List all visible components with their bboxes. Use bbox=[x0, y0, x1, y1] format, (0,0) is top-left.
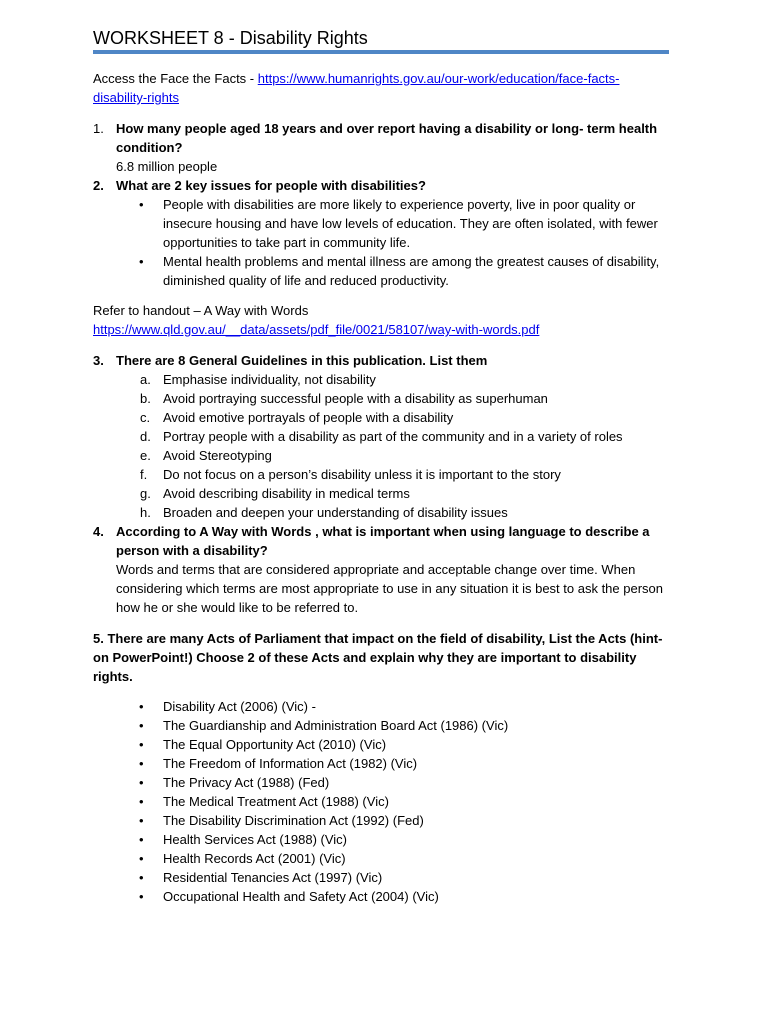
item-text: Avoid describing disability in medical terms bbox=[163, 486, 410, 501]
bullet-icon: • bbox=[139, 813, 144, 828]
act-text: The Privacy Act (1988) (Fed) bbox=[163, 775, 330, 790]
bullet-icon: • bbox=[139, 254, 144, 269]
bullet-icon: • bbox=[139, 851, 144, 866]
act-text: The Disability Discrimination Act (1992) (Fed) bbox=[163, 813, 424, 828]
bullet-icon: • bbox=[139, 699, 144, 714]
question-4-answer: Words and terms that are considered appropriate and acceptable change over time. When considering which terms are most appropriate to use in any situation it is best to ask the person how he or she would like to be referred to. bbox=[116, 562, 664, 615]
bullet-text: People with disabilities are more likely to experience poverty, live in poor quality or insecure housing and have low levels of education. They are often isolated, with fewer opportunities to take part in community life. bbox=[163, 197, 658, 250]
item-text: Emphasise individuality, not disability bbox=[163, 372, 376, 387]
bullet-icon: • bbox=[139, 870, 144, 885]
bullet-icon: • bbox=[139, 756, 144, 771]
item-letter: c. bbox=[140, 410, 151, 425]
item-letter: g. bbox=[140, 486, 151, 501]
item-letter: f. bbox=[140, 467, 148, 482]
question-2-bullets bbox=[93, 195, 669, 290]
bullet-text: Mental health problems and mental illness are among the greatest causes of disability, diminished quality of life and reduced productivity. bbox=[163, 254, 660, 288]
access-line bbox=[93, 69, 669, 107]
question-3-text: There are 8 General Guidelines in this publication. List them bbox=[116, 353, 488, 368]
act-text: Residential Tenancies Act (1997) (Vic) bbox=[163, 870, 383, 885]
act-text: Health Services Act (1988) (Vic) bbox=[163, 832, 347, 847]
acts-list bbox=[93, 697, 669, 906]
item-text: Avoid portraying successful people with a disability as superhuman bbox=[163, 391, 548, 406]
bullet-icon: • bbox=[139, 794, 144, 809]
bullet-icon: • bbox=[139, 775, 144, 790]
worksheet-page bbox=[93, 26, 669, 906]
question-4-text: According to A Way with Words , what is important when using language to describe a person with a disability? bbox=[116, 524, 650, 558]
act-text: Health Records Act (2001) (Vic) bbox=[163, 851, 346, 866]
list-item bbox=[93, 773, 669, 792]
item-text: Avoid emotive portrayals of people with a disability bbox=[163, 410, 454, 425]
list-item bbox=[93, 446, 669, 465]
question-3-number: 3. bbox=[93, 353, 104, 368]
page-title: WORKSHEET 8 - Disability Rights bbox=[93, 28, 368, 48]
list-item bbox=[93, 735, 669, 754]
list-item bbox=[93, 427, 669, 446]
item-text: Avoid Stereotyping bbox=[163, 448, 272, 463]
list-item bbox=[93, 408, 669, 427]
act-text: The Equal Opportunity Act (2010) (Vic) bbox=[163, 737, 387, 752]
list-item bbox=[93, 697, 669, 716]
item-letter: a. bbox=[140, 372, 151, 387]
list-item bbox=[93, 389, 669, 408]
bullet-icon: • bbox=[139, 197, 144, 212]
question-1-answer: 6.8 million people bbox=[116, 159, 218, 174]
item-text: Portray people with a disability as part of the community and in a variety of roles bbox=[163, 429, 623, 444]
list-item bbox=[93, 887, 669, 906]
bullet-icon: • bbox=[139, 889, 144, 904]
question-1 bbox=[93, 119, 669, 176]
item-text: Broaden and deepen your understanding of disability issues bbox=[163, 505, 508, 520]
question-2 bbox=[93, 176, 669, 195]
bullet-icon: • bbox=[139, 718, 144, 733]
title-rule bbox=[93, 50, 669, 54]
item-text: Do not focus on a person’s disability unless it is important to the story bbox=[163, 467, 561, 482]
question-5-text: 5. There are many Acts of Parliament that impact on the field of disability, List the Acts (hint- on PowerPoint!) Choose 2 of these Acts and explain why they are important to disability rights. bbox=[93, 631, 663, 684]
list-item bbox=[93, 465, 669, 484]
guidelines-list bbox=[93, 370, 669, 522]
question-4 bbox=[93, 522, 669, 617]
list-item bbox=[93, 792, 669, 811]
list-item bbox=[93, 849, 669, 868]
item-letter: b. bbox=[140, 391, 151, 406]
list-item bbox=[93, 830, 669, 849]
list-item bbox=[93, 370, 669, 389]
bullet-icon: • bbox=[139, 737, 144, 752]
list-item bbox=[93, 754, 669, 773]
question-1-number: 1. bbox=[93, 121, 104, 136]
handout-text: Refer to handout – A Way with Words bbox=[93, 303, 309, 318]
access-prefix: Access the Face the Facts - bbox=[93, 71, 258, 86]
question-1-text: How many people aged 18 years and over report having a disability or long- term health condition? bbox=[116, 121, 658, 155]
item-letter: h. bbox=[140, 505, 151, 520]
question-4-number: 4. bbox=[93, 524, 104, 539]
bullet-icon: • bbox=[139, 832, 144, 847]
act-text: The Medical Treatment Act (1988) (Vic) bbox=[163, 794, 389, 809]
item-letter: d. bbox=[140, 429, 151, 444]
act-text: Disability Act (2006) (Vic) - bbox=[163, 699, 316, 714]
list-item bbox=[93, 716, 669, 735]
list-item bbox=[93, 484, 669, 503]
list-item bbox=[93, 868, 669, 887]
list-item bbox=[93, 811, 669, 830]
list-item bbox=[93, 252, 669, 290]
face-facts-link[interactable]: https://www.humanrights.gov.au/our-work/education/face-facts-disability-rights bbox=[93, 71, 620, 105]
question-2-text: What are 2 key issues for people with disabilities? bbox=[116, 178, 426, 193]
question-2-number: 2. bbox=[93, 178, 104, 193]
question-3 bbox=[93, 351, 669, 370]
act-text: Occupational Health and Safety Act (2004) (Vic) bbox=[163, 889, 439, 904]
way-with-words-link[interactable]: https://www.qld.gov.au/__data/assets/pdf_file/0021/58107/way-with-words.pdf bbox=[93, 322, 540, 337]
act-text: The Freedom of Information Act (1982) (Vic) bbox=[163, 756, 418, 771]
item-letter: e. bbox=[140, 448, 151, 463]
list-item bbox=[93, 195, 669, 252]
list-item bbox=[93, 503, 669, 522]
act-text: The Guardianship and Administration Board Act (1986) (Vic) bbox=[163, 718, 509, 733]
